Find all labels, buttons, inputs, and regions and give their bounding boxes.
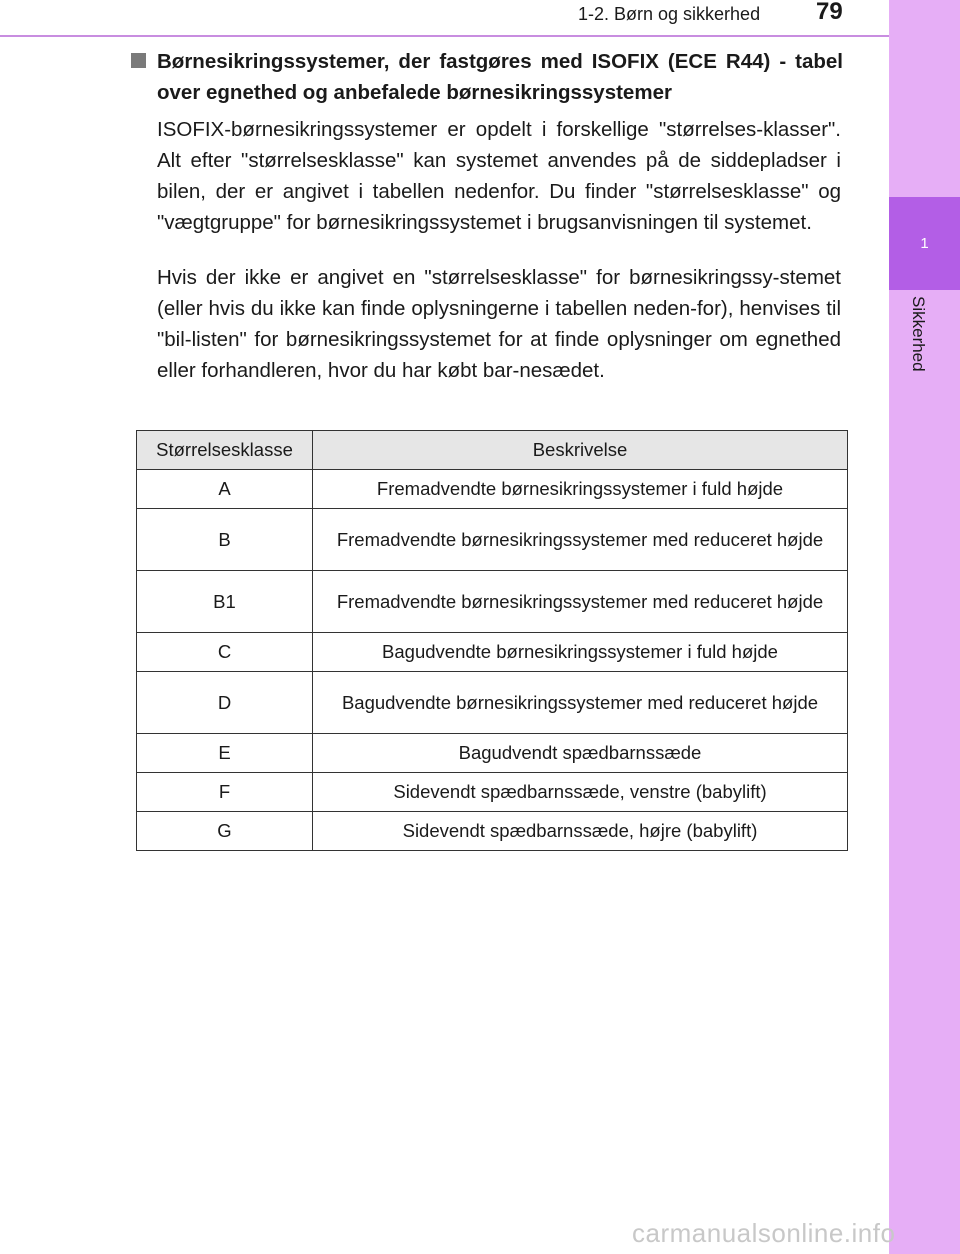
paragraph-2: Hvis der ikke er angivet en "størrelsesklasse" for børnesikringssy-stemet (eller hvis du ikke kan finde oplysningerne i tabellen neden-for), henvises til "bil-listen" for børnesikringssystemet for at finde oplysninger om egnethed eller forhandleren, hvor du har købt bar-nesædet.	[157, 266, 841, 382]
heading-square-icon	[131, 53, 146, 68]
header-divider	[0, 35, 889, 37]
size-class-cell: G	[137, 812, 313, 851]
size-class-cell: A	[137, 470, 313, 509]
description-cell: Bagudvendte børnesikringssystemer med reduceret højde	[313, 672, 848, 734]
table-header-row	[137, 431, 848, 470]
table-row	[137, 571, 848, 633]
table-row	[137, 509, 848, 571]
page-number: 79	[816, 0, 843, 25]
description-cell: Fremadvendte børnesikringssystemer i fuld højde	[313, 470, 848, 509]
size-class-cell: C	[137, 633, 313, 672]
table-row	[137, 470, 848, 509]
size-class-cell: D	[137, 672, 313, 734]
section-heading: Børnesikringssystemer, der fastgøres med ISOFIX (ECE R44) - tabel over egnethed og anbefalede børnesikringssystemer	[157, 50, 843, 104]
size-class-cell: F	[137, 773, 313, 812]
description-cell: Fremadvendte børnesikringssystemer med reduceret højde	[313, 571, 848, 633]
chapter-title: Sikkerhed	[909, 296, 928, 372]
table-row	[137, 633, 848, 672]
paragraph-1: ISOFIX-børnesikringssystemer er opdelt i forskellige "størrelses-klasser". Alt efter "størrelsesklasse" kan systemet anvendes på de siddepladser i bilen, der er angivet i tabellen nedenfor. Du finder "størrelsesklasse" og "vægtgruppe" for børnesikringssystemet i brugsanvisningen til systemet.	[157, 118, 841, 234]
chapter-sidebar	[889, 0, 960, 1254]
table-row	[137, 672, 848, 734]
size-class-cell: E	[137, 734, 313, 773]
size-class-table	[136, 430, 848, 851]
description-cell: Fremadvendte børnesikringssystemer med reduceret højde	[313, 509, 848, 571]
description-cell: Sidevendt spædbarnssæde, venstre (babylift)	[313, 773, 848, 812]
table-row	[137, 773, 848, 812]
description-cell: Bagudvendt spædbarnssæde	[313, 734, 848, 773]
chapter-number: 1	[920, 235, 929, 252]
column-header-size-class: Størrelsesklasse	[137, 431, 313, 470]
size-class-cell: B	[137, 509, 313, 571]
running-header: 1-2. Børn og sikkerhed	[578, 4, 761, 24]
chapter-tab[interactable]	[889, 197, 960, 290]
table-row	[137, 812, 848, 851]
column-header-description: Beskrivelse	[313, 431, 848, 470]
description-cell: Bagudvendte børnesikringssystemer i fuld højde	[313, 633, 848, 672]
site-watermark[interactable]: carmanualsonline.info	[632, 1218, 896, 1248]
table-row	[137, 734, 848, 773]
size-class-cell: B1	[137, 571, 313, 633]
description-cell: Sidevendt spædbarnssæde, højre (babylift)	[313, 812, 848, 851]
